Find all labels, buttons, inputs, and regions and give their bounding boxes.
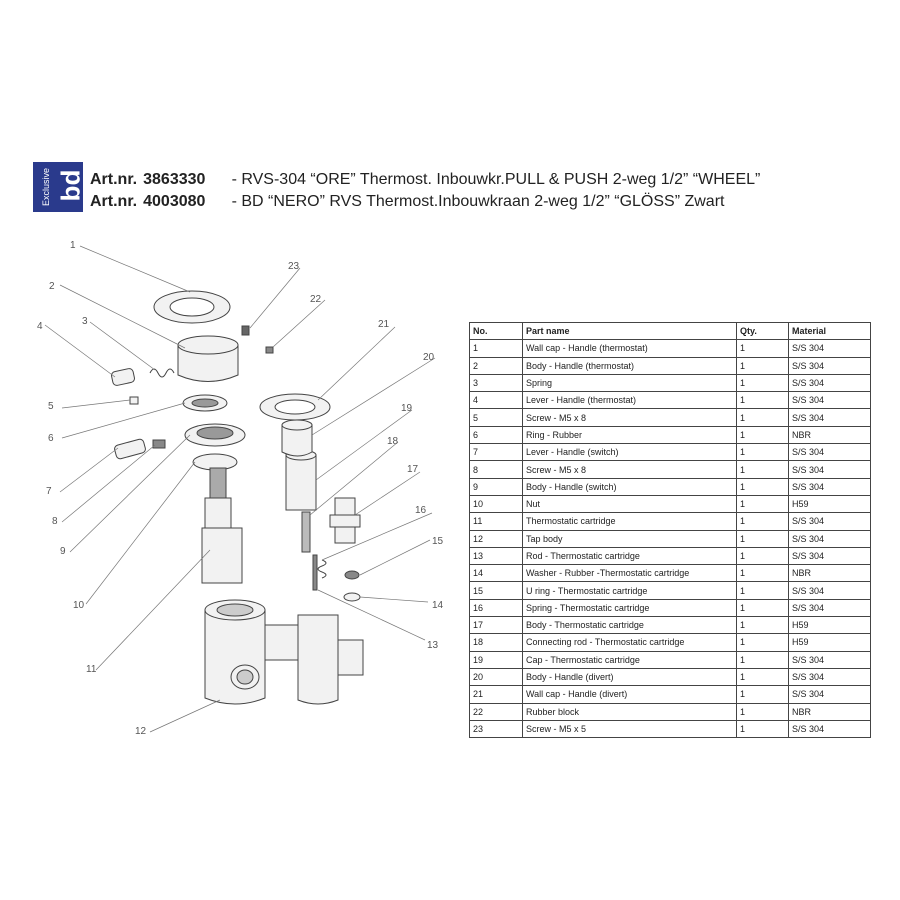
cell-material: S/S 304 (789, 478, 871, 495)
callout-20: 20 (423, 352, 435, 363)
callout-21: 21 (378, 319, 390, 330)
cell-qty: 1 (737, 565, 789, 582)
callout-11: 11 (86, 664, 97, 675)
cell-no: 11 (470, 513, 523, 530)
cell-no: 6 (470, 426, 523, 443)
cell-no: 4 (470, 392, 523, 409)
cell-part-name: Lever - Handle (thermostat) (523, 392, 737, 409)
table-row (470, 357, 871, 374)
cell-part-name: Wall cap - Handle (divert) (523, 686, 737, 703)
cell-part-name: Body - Thermostatic cartridge (523, 617, 737, 634)
table-row (470, 668, 871, 685)
logo-text: Exclusive (41, 167, 52, 207)
table-row (470, 530, 871, 547)
cell-material: H59 (789, 634, 871, 651)
callout-5: 5 (48, 401, 54, 412)
table-row (470, 651, 871, 668)
cell-material: S/S 304 (789, 547, 871, 564)
cell-material: S/S 304 (789, 444, 871, 461)
callout-7: 7 (46, 486, 52, 497)
cell-part-name: Screw - M5 x 5 (523, 720, 737, 737)
cell-no: 15 (470, 582, 523, 599)
article-line-1 (90, 171, 760, 189)
brand-logo (33, 162, 86, 212)
cell-material: S/S 304 (789, 392, 871, 409)
cell-no: 18 (470, 634, 523, 651)
cell-qty: 1 (737, 686, 789, 703)
callout-19: 19 (401, 403, 413, 414)
callout-8: 8 (52, 516, 58, 527)
cell-no: 20 (470, 668, 523, 685)
callout-17: 17 (407, 464, 419, 475)
table-row (470, 582, 871, 599)
column-header-part-name: Part name (523, 323, 737, 340)
cell-qty: 1 (737, 668, 789, 685)
article-number: 3863330 (143, 171, 206, 188)
cell-qty: 1 (737, 651, 789, 668)
cell-material: NBR (789, 565, 871, 582)
table-row (470, 374, 871, 391)
cell-part-name: Washer - Rubber -Thermostatic cartridge (523, 565, 737, 582)
table-row (470, 495, 871, 512)
cell-part-name: Ring - Rubber (523, 426, 737, 443)
cell-part-name: U ring - Thermostatic cartridge (523, 582, 737, 599)
cell-part-name: Rubber block (523, 703, 737, 720)
callout-1: 1 (70, 240, 76, 251)
table-row (470, 703, 871, 720)
cell-qty: 1 (737, 340, 789, 357)
callout-4: 4 (37, 321, 43, 332)
cell-part-name: Rod - Thermostatic cartridge (523, 547, 737, 564)
cell-qty: 1 (737, 634, 789, 651)
cell-qty: 1 (737, 357, 789, 374)
cell-material: S/S 304 (789, 461, 871, 478)
table-row (470, 599, 871, 616)
callout-10: 10 (73, 600, 85, 611)
cell-qty: 1 (737, 461, 789, 478)
cell-material: S/S 304 (789, 340, 871, 357)
cell-part-name: Cap - Thermostatic cartridge (523, 651, 737, 668)
cell-no: 8 (470, 461, 523, 478)
cell-no: 2 (470, 357, 523, 374)
table-row (470, 340, 871, 357)
callout-2: 2 (49, 281, 55, 292)
article-description: - RVS-304 “ORE” Thermost. Inbouwkr.PULL & PUSH 2-weg 1/2” “WHEEL” (231, 171, 761, 188)
cell-no: 21 (470, 686, 523, 703)
cell-part-name: Screw - M5 x 8 (523, 461, 737, 478)
table-row (470, 547, 871, 564)
callout-9: 9 (60, 546, 66, 557)
cell-no: 3 (470, 374, 523, 391)
cell-no: 14 (470, 565, 523, 582)
cell-material: S/S 304 (789, 651, 871, 668)
table-row (470, 617, 871, 634)
cell-part-name: Spring - Thermostatic cartridge (523, 599, 737, 616)
cell-part-name: Thermostatic cartridge (523, 513, 737, 530)
cell-no: 13 (470, 547, 523, 564)
cell-material: NBR (789, 703, 871, 720)
table-row (470, 720, 871, 737)
cell-material: S/S 304 (789, 668, 871, 685)
article-line-2 (90, 193, 724, 211)
cell-material: H59 (789, 495, 871, 512)
column-header-material: Material (789, 323, 871, 340)
cell-part-name: Lever - Handle (switch) (523, 444, 737, 461)
callout-12: 12 (135, 726, 147, 737)
cell-qty: 1 (737, 530, 789, 547)
callout-18: 18 (387, 436, 399, 447)
cell-part-name: Connecting rod - Thermostatic cartridge (523, 634, 737, 651)
table-row (470, 513, 871, 530)
parts-table (469, 322, 871, 738)
cell-no: 17 (470, 617, 523, 634)
callout-15: 15 (432, 536, 444, 547)
cell-qty: 1 (737, 374, 789, 391)
cell-material: S/S 304 (789, 409, 871, 426)
table-row (470, 392, 871, 409)
article-prefix: Art.nr. (90, 171, 138, 188)
cell-no: 5 (470, 409, 523, 426)
cell-no: 10 (470, 495, 523, 512)
table-row (470, 461, 871, 478)
cell-qty: 1 (737, 617, 789, 634)
table-header-row (470, 323, 871, 340)
cell-material: S/S 304 (789, 720, 871, 737)
cell-material: S/S 304 (789, 374, 871, 391)
callout-14: 14 (432, 600, 444, 611)
cell-qty: 1 (737, 392, 789, 409)
cell-part-name: Body - Handle (switch) (523, 478, 737, 495)
cell-part-name: Wall cap - Handle (thermostat) (523, 340, 737, 357)
cell-no: 23 (470, 720, 523, 737)
callout-3: 3 (82, 316, 88, 327)
cell-qty: 1 (737, 599, 789, 616)
cell-no: 19 (470, 651, 523, 668)
table-row (470, 634, 871, 651)
cell-no: 12 (470, 530, 523, 547)
cell-material: S/S 304 (789, 530, 871, 547)
table-row (470, 444, 871, 461)
table-row (470, 565, 871, 582)
cell-part-name: Body - Handle (thermostat) (523, 357, 737, 374)
cell-no: 22 (470, 703, 523, 720)
cell-material: H59 (789, 617, 871, 634)
table-row (470, 426, 871, 443)
cell-no: 16 (470, 599, 523, 616)
cell-qty: 1 (737, 409, 789, 426)
callout-13: 13 (427, 640, 439, 651)
cell-qty: 1 (737, 513, 789, 530)
cell-qty: 1 (737, 444, 789, 461)
cell-qty: 1 (737, 720, 789, 737)
article-description: - BD “NERO” RVS Thermost.Inbouwkraan 2-weg 1/2” “GLÖSS” Zwart (231, 193, 725, 210)
cell-qty: 1 (737, 478, 789, 495)
cell-material: S/S 304 (789, 357, 871, 374)
cell-qty: 1 (737, 582, 789, 599)
column-header-no: No. (470, 323, 523, 340)
callout-23: 23 (288, 261, 300, 272)
cell-no: 1 (470, 340, 523, 357)
exploded-view-diagram (0, 230, 460, 750)
column-header-qty: Qty. (737, 323, 789, 340)
cell-material: S/S 304 (789, 582, 871, 599)
cell-qty: 1 (737, 495, 789, 512)
callout-22: 22 (310, 294, 322, 305)
cell-part-name: Body - Handle (divert) (523, 668, 737, 685)
part-tap-body (205, 610, 265, 704)
cell-no: 9 (470, 478, 523, 495)
table-row (470, 686, 871, 703)
cell-part-name: Spring (523, 374, 737, 391)
cell-part-name: Screw - M5 x 8 (523, 409, 737, 426)
logo-mark: bd (55, 169, 86, 202)
cell-material: S/S 304 (789, 686, 871, 703)
table-row (470, 409, 871, 426)
cell-part-name: Tap body (523, 530, 737, 547)
callout-16: 16 (415, 505, 427, 516)
cell-no: 7 (470, 444, 523, 461)
cell-material: NBR (789, 426, 871, 443)
article-number: 4003080 (143, 193, 206, 210)
table-row (470, 478, 871, 495)
cell-qty: 1 (737, 426, 789, 443)
article-prefix: Art.nr. (90, 193, 138, 210)
cell-qty: 1 (737, 703, 789, 720)
cell-part-name: Nut (523, 495, 737, 512)
cell-material: S/S 304 (789, 513, 871, 530)
cell-material: S/S 304 (789, 599, 871, 616)
callout-6: 6 (48, 433, 54, 444)
cell-qty: 1 (737, 547, 789, 564)
